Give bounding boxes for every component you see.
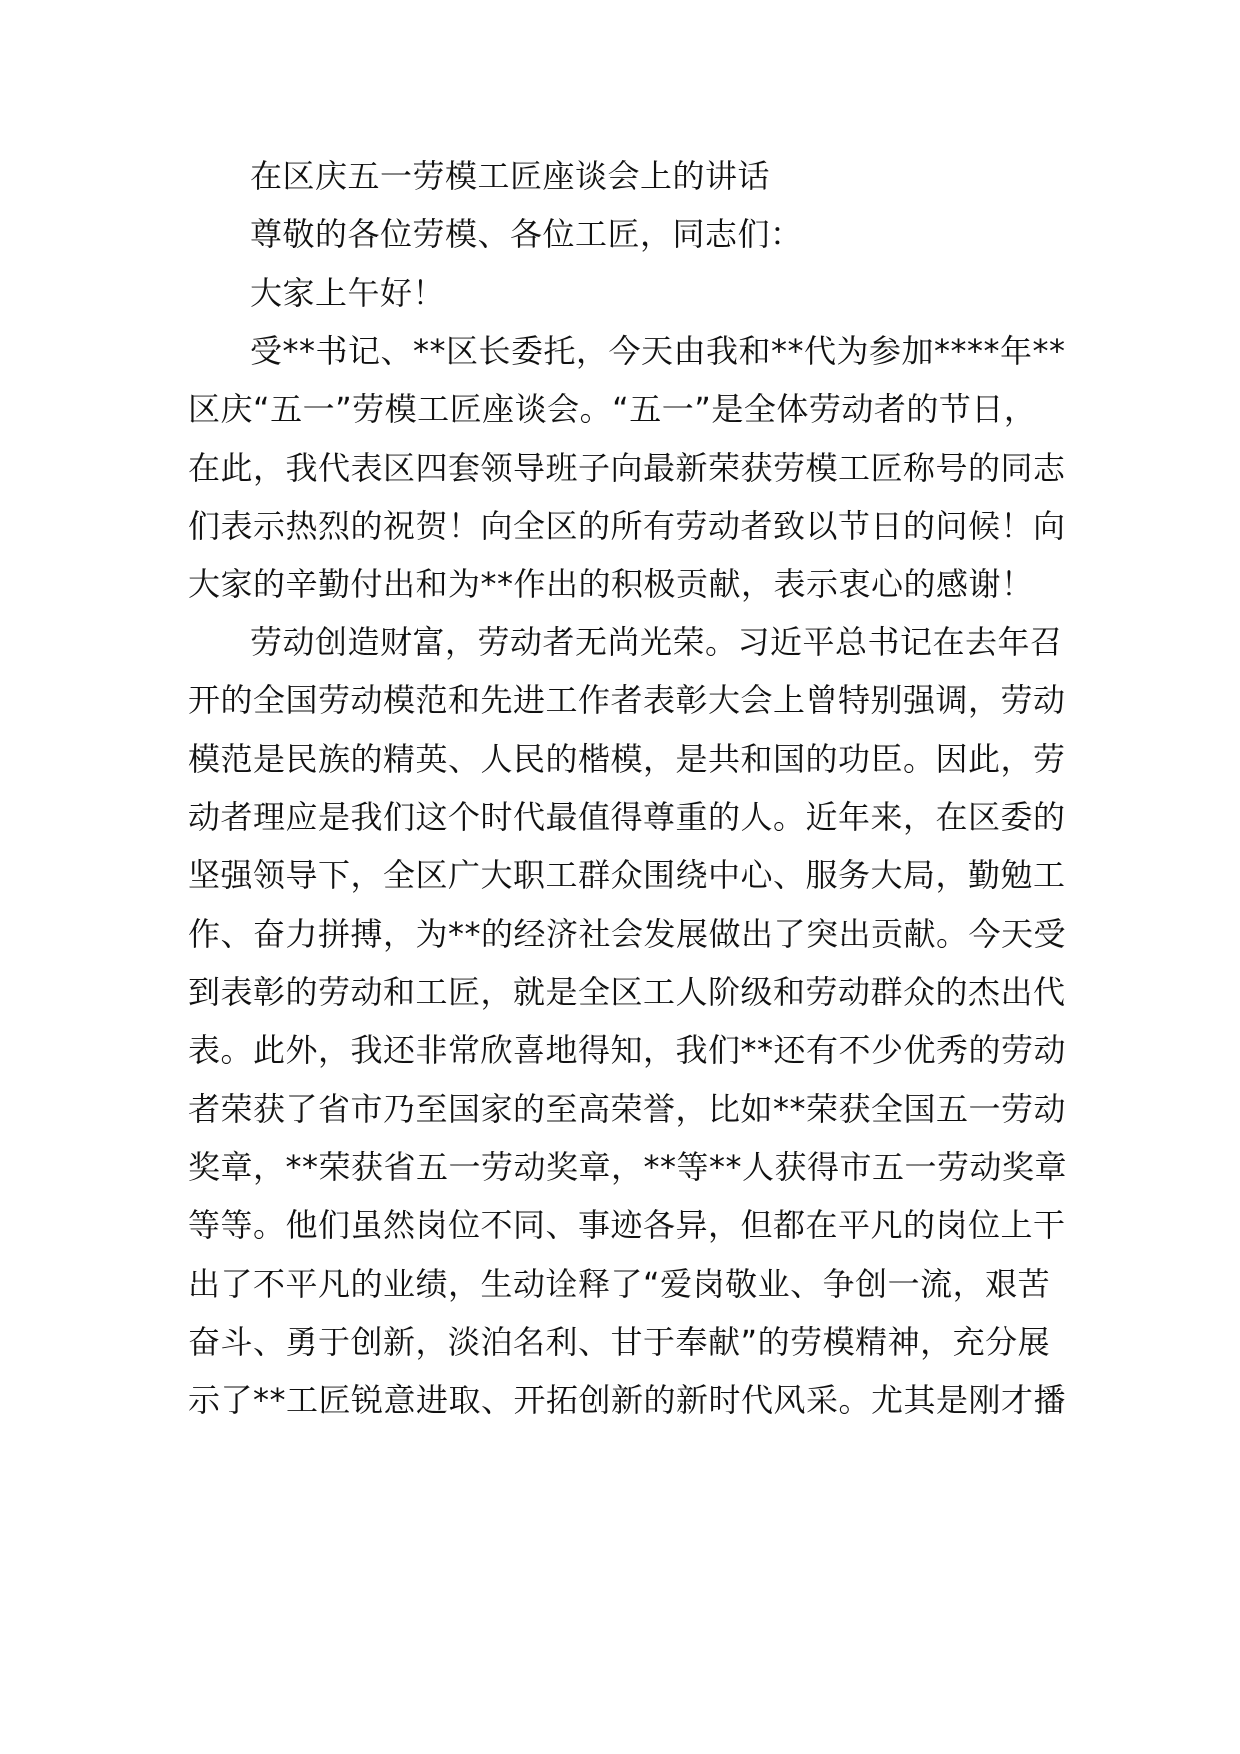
paragraph-2-line: 模范是民族的精英、人民的楷模，是共和国的功臣。因此，劳 xyxy=(188,740,1066,778)
paragraph-2-line: 示了**工匠锐意进取、开拓创新的新时代风采。尤其是刚才播 xyxy=(188,1381,1067,1419)
paragraph-1-line: 大家的辛勤付出和为**作出的积极贡献，表示衷心的感谢！ xyxy=(188,565,1034,603)
paragraph-2-line: 奖章，**荣获省五一劳动奖章，**等**人获得市五一劳动奖章 xyxy=(188,1148,1068,1186)
paragraph-2-line: 劳动创造财富，劳动者无尚光荣。习近平总书记在去年召 xyxy=(250,623,1063,661)
paragraph-2-line: 表。此外，我还非常欣喜地得知，我们**还有不少优秀的劳动 xyxy=(188,1031,1067,1069)
paragraph-2-line: 奋斗、勇于创新，淡泊名利、甘于奉献”的劳模精神，充分展 xyxy=(188,1323,1051,1361)
document-title: 在区庆五一劳模工匠座谈会上的讲话 xyxy=(250,157,771,195)
paragraph-1-line: 区庆“五一”劳模工匠座谈会。“五一”是全体劳动者的节日， xyxy=(188,390,1037,428)
paragraph-2-line: 坚强领导下，全区广大职工群众围绕中心、服务大局，勤勉工 xyxy=(188,856,1066,894)
paragraph-2-line: 动者理应是我们这个时代最值得尊重的人。近年来，在区委的 xyxy=(188,798,1066,836)
paragraph-2-line: 作、奋力拼搏，为**的经济社会发展做出了突出贡献。今天受 xyxy=(188,915,1067,953)
paragraph-2-line: 开的全国劳动模范和先进工作者表彰大会上曾特别强调，劳动 xyxy=(188,681,1066,719)
greeting: 大家上午好！ xyxy=(250,274,446,312)
paragraph-1-line: 受**书记、**区长委托，今天由我和**代为参加****年** xyxy=(250,332,1066,370)
paragraph-2-line: 者荣获了省市乃至国家的至高荣誉，比如**荣获全国五一劳动 xyxy=(188,1090,1067,1128)
paragraph-1-line: 在此，我代表区四套领导班子向最新荣获劳模工匠称号的同志 xyxy=(188,449,1066,487)
paragraph-2-line: 等等。他们虽然岗位不同、事迹各异，但都在平凡的岗位上干 xyxy=(188,1206,1066,1244)
salutation: 尊敬的各位劳模、各位工匠，同志们： xyxy=(250,215,803,253)
paragraph-2-line: 到表彰的劳动和工匠，就是全区工人阶级和劳动群众的杰出代 xyxy=(188,973,1066,1011)
paragraph-1-line: 们表示热烈的祝贺！向全区的所有劳动者致以节日的问候！向 xyxy=(188,507,1066,545)
paragraph-2-line: 出了不平凡的业绩，生动诠释了“爱岗敬业、争创一流，艰苦 xyxy=(188,1265,1051,1303)
